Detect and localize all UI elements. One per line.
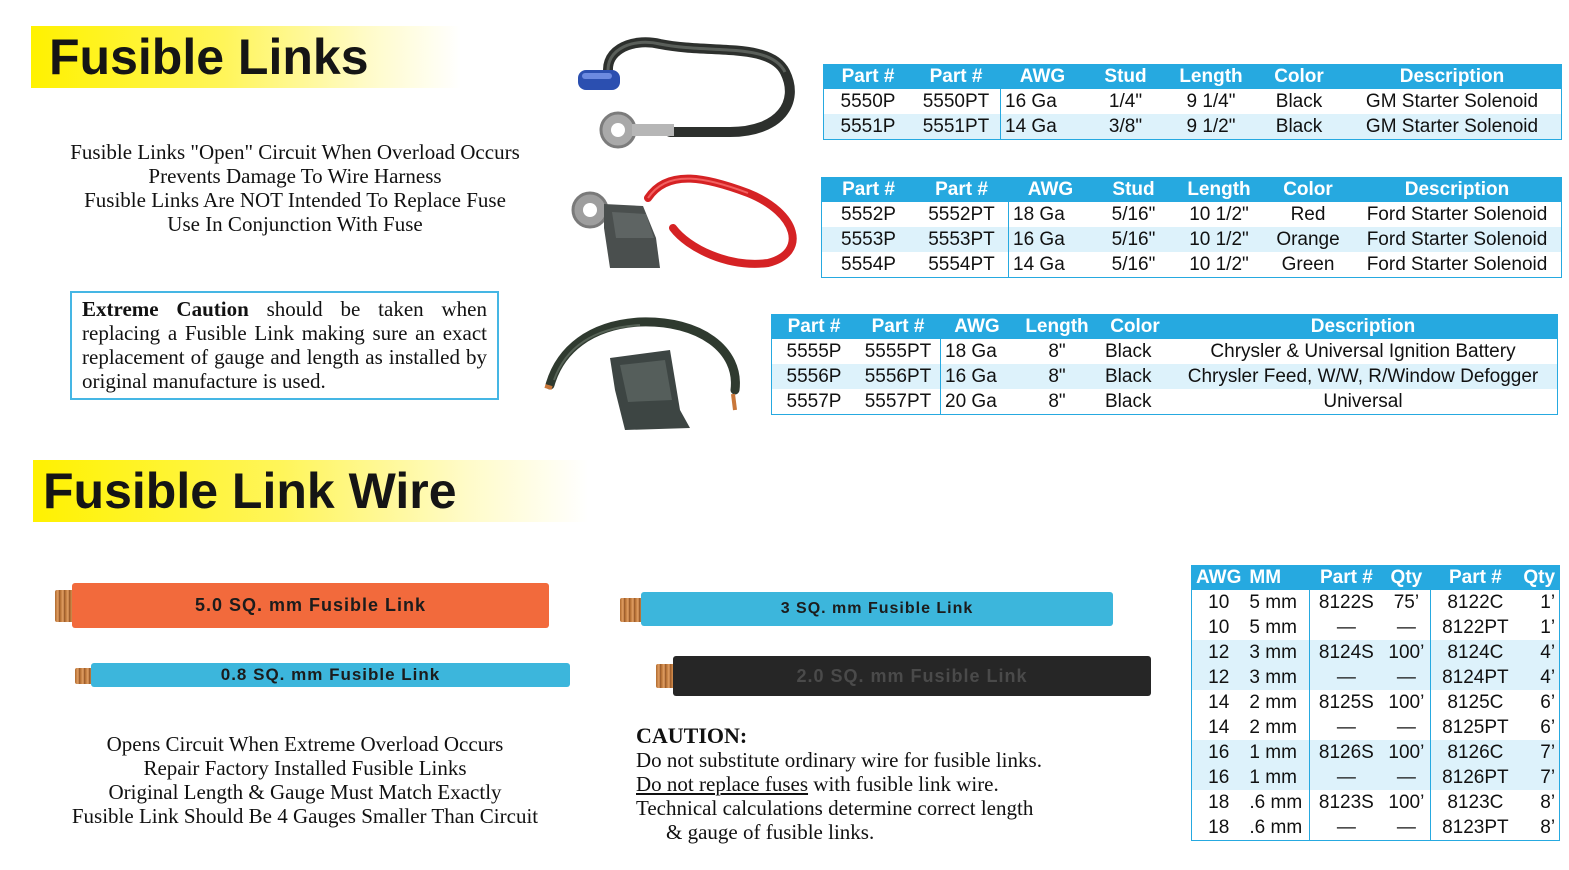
fusible-links-banner (31, 26, 461, 88)
blue-wire-3mm (641, 592, 1113, 626)
col-header: Part # (915, 178, 1009, 203)
table-cell: — (1310, 815, 1383, 841)
table-cell: .6 mm (1249, 816, 1303, 838)
table-cell: Ford Starter Solenoid (1353, 227, 1562, 252)
col-header: AWG (1009, 178, 1093, 203)
table-row (772, 364, 1558, 389)
col-header: Color (1101, 315, 1169, 340)
table-cell: 1/4" (1108, 90, 1143, 112)
intro-line: Use In Conjunction With Fuse (167, 212, 423, 236)
blue-wire-0-8mm (91, 663, 570, 687)
table-cell: 5555P (786, 340, 842, 362)
table-cell: 14 Ga (1001, 114, 1085, 140)
table-cell: 8123PT (1431, 815, 1520, 841)
table-cell: 7’ (1519, 740, 1559, 765)
table-cell: 100’ (1388, 791, 1425, 813)
table-cell: 8126S (1310, 740, 1383, 765)
ford-parts-table (821, 177, 1562, 278)
table-cell: 9 1/2" (1167, 114, 1255, 140)
table-row (1192, 790, 1560, 815)
table-cell: 8’ (1540, 816, 1556, 838)
col-header: AWG (941, 315, 1014, 340)
table-cell: 8124PT (1431, 665, 1520, 690)
intro-line: Fusible Links "Open" Circuit When Overload Occurs (70, 140, 520, 164)
table-cell: 2 mm (1249, 716, 1297, 738)
table-cell: 8’ (1540, 791, 1556, 813)
col-header: Part # (1431, 566, 1520, 591)
caution-text (636, 748, 1042, 844)
col-header: Part # (856, 315, 941, 340)
section-title-fusible-link-wire: Fusible Link Wire (43, 463, 457, 519)
intro-line: Fusible Links Are NOT Intended To Replace Fuse (84, 188, 506, 212)
table-cell: 10 (1208, 591, 1230, 613)
table-cell: 5 mm (1249, 591, 1297, 613)
table-cell: 8122C (1431, 590, 1520, 615)
section-title-fusible-links: Fusible Links (49, 29, 369, 85)
table-cell: 18 Ga (941, 339, 1014, 364)
table-cell: 5551PT (912, 114, 1001, 140)
wire-text-line: Opens Circuit When Extreme Overload Occurs (106, 732, 504, 756)
table-cell: — (1310, 665, 1383, 690)
table-cell: 6’ (1540, 691, 1556, 713)
table-cell: 75’ (1393, 591, 1420, 613)
table-cell: Black (1105, 340, 1152, 362)
col-header: Part # (772, 315, 857, 340)
intro-text (30, 140, 560, 236)
col-header: Part # (824, 65, 913, 90)
table-cell: 12 (1192, 640, 1246, 665)
table-cell: Green (1281, 253, 1335, 275)
table-cell: 18 (1208, 816, 1230, 838)
table-cell: 5554PT (928, 253, 995, 275)
table-cell: — (1396, 816, 1416, 838)
extreme-caution-box (70, 291, 499, 400)
table-cell: 16 (1192, 765, 1246, 790)
col-header: Part # (822, 178, 916, 203)
col-header: Qty (1382, 566, 1431, 591)
table-cell: 14 (1208, 716, 1230, 738)
table-cell: 9 1/4" (1186, 90, 1236, 112)
col-header: Stud (1084, 65, 1167, 90)
wire-label: 3 SQ. mm Fusible Link (780, 600, 974, 617)
col-header: MM (1245, 566, 1310, 591)
table-cell: 8" (1048, 390, 1066, 412)
table-cell: 8125S (1310, 690, 1383, 715)
col-header: Description (1353, 178, 1562, 203)
table-cell: 1 mm (1245, 740, 1310, 765)
table-cell: 8124C (1431, 640, 1520, 665)
table-cell: 8126C (1431, 740, 1520, 765)
table-cell: 7’ (1519, 765, 1559, 790)
table-cell: 14 (1208, 691, 1230, 713)
col-header: Color (1255, 65, 1343, 90)
caution-line: Do not substitute ordinary wire for fusible links. (636, 748, 1042, 772)
table-cell: Universal (1323, 390, 1403, 412)
table-cell: 8123S (1310, 790, 1383, 815)
col-header: Length (1175, 178, 1263, 203)
wire-text-line: Repair Factory Installed Fusible Links (143, 756, 467, 780)
table-cell: 5553P (822, 227, 916, 252)
col-header: Description (1169, 315, 1558, 340)
wire-parts-table (1191, 565, 1560, 841)
table-cell: Chrysler & Universal Ignition Battery (1210, 340, 1516, 362)
table-cell: 16 Ga (941, 364, 1014, 389)
table-cell: 8" (1048, 340, 1066, 362)
caution-box-bold: Extreme Caution (82, 297, 249, 321)
table-cell: — (1382, 765, 1431, 790)
table-cell: Orange (1263, 227, 1353, 252)
col-header: Stud (1092, 178, 1175, 203)
wire-description (30, 732, 580, 828)
gm-fusible-link-image (570, 32, 805, 162)
table-cell: 6’ (1540, 716, 1556, 738)
gm-parts-table (823, 64, 1562, 140)
table-cell: 14 Ga (1009, 252, 1093, 278)
table-cell: 8" (1013, 364, 1101, 389)
table-cell: Black (1101, 364, 1169, 389)
table-cell: 100’ (1388, 691, 1425, 713)
fusible-link-wire-banner (33, 460, 588, 522)
table-row (1192, 815, 1560, 841)
table-cell: 5552P (841, 203, 896, 225)
table-cell: 18 Ga (1009, 202, 1093, 227)
table-cell: 100’ (1382, 640, 1431, 665)
table-cell: .6 mm (1249, 791, 1303, 813)
table-cell: 3/8" (1084, 114, 1167, 140)
table-cell: 12 (1192, 665, 1246, 690)
table-cell: GM Starter Solenoid (1343, 114, 1562, 140)
table-row (1192, 765, 1560, 790)
caution-box-text: should be taken when replacing a Fusible Link making sure an exact replacement of gauge and length as installed by original manufacture is used. (82, 297, 487, 393)
col-header: Length (1167, 65, 1255, 90)
wire-text-line: Fusible Link Should Be 4 Gauges Smaller Than Circuit (71, 804, 539, 828)
table-cell: 10 1/2" (1175, 227, 1263, 252)
table-cell: GM Starter Solenoid (1365, 90, 1539, 112)
caution-title: CAUTION: (636, 723, 748, 748)
table-cell: 5/16" (1111, 253, 1156, 275)
table-cell: 5551P (824, 114, 913, 140)
table-cell: 8123C (1431, 790, 1520, 815)
table-cell: 8122S (1310, 590, 1383, 615)
chrysler-fusible-link-image (540, 310, 765, 435)
table-cell: 8125PT (1431, 715, 1520, 740)
black-wire-2mm (673, 656, 1151, 696)
table-row (772, 389, 1558, 415)
table-row (824, 114, 1562, 140)
table-cell: Black (1275, 90, 1323, 112)
table-cell: — (1396, 616, 1416, 638)
table-row (1192, 740, 1560, 765)
table-cell: 100’ (1382, 740, 1431, 765)
table-cell: Black (1105, 390, 1152, 412)
table-cell: 5552PT (928, 203, 995, 225)
table-row (1192, 590, 1560, 615)
table-cell: 5 mm (1249, 616, 1297, 638)
table-cell: 5555PT (864, 340, 932, 362)
table-row (1192, 665, 1560, 690)
table-cell: Chrysler Feed, W/W, R/Window Defogger (1169, 364, 1558, 389)
table-cell: 1 mm (1245, 765, 1310, 790)
table-cell: 8125C (1431, 690, 1520, 715)
table-row (1192, 615, 1560, 640)
col-header: AWG (1192, 566, 1246, 591)
table-row (824, 89, 1562, 114)
table-cell: 5556P (772, 364, 857, 389)
table-row (1192, 715, 1560, 740)
table-cell: — (1382, 665, 1431, 690)
col-header: AWG (1001, 65, 1085, 90)
table-cell: 5554P (841, 253, 896, 275)
table-row (1192, 690, 1560, 715)
table-cell: 16 Ga (1001, 89, 1085, 114)
table-cell: 2 mm (1249, 691, 1297, 713)
table-cell: 3 mm (1245, 665, 1310, 690)
table-cell: 5556PT (856, 364, 941, 389)
table-cell: 4’ (1519, 640, 1559, 665)
caution-line: & gauge of fusible links. (666, 820, 875, 844)
orange-wire-5mm (72, 583, 549, 628)
table-cell: 10 (1208, 616, 1230, 638)
table-cell: 10 1/2" (1189, 203, 1249, 225)
wire-label: 5.0 SQ. mm Fusible Link (194, 595, 427, 615)
table-cell: 1’ (1540, 591, 1556, 613)
table-cell: 16 (1192, 740, 1246, 765)
table-cell: — (1310, 715, 1383, 740)
table-cell: 5553PT (915, 227, 1009, 252)
table-cell: 5557P (786, 390, 842, 412)
table-cell: 5/16" (1111, 203, 1156, 225)
table-cell: — (1396, 716, 1416, 738)
table-cell: Red (1290, 203, 1326, 225)
table-cell: 8124S (1310, 640, 1383, 665)
col-header: Part # (912, 65, 1001, 90)
table-cell: 5557PT (864, 390, 932, 412)
wire-text-line: Original Length & Gauge Must Match Exactly (108, 780, 502, 804)
table-cell: 5/16" (1092, 227, 1175, 252)
wire-label: 2.0 SQ. mm Fusible Link (796, 665, 1028, 686)
table-row (822, 252, 1562, 278)
caution-line (636, 772, 1042, 796)
table-cell: 20 Ga (941, 389, 1014, 415)
table-row (772, 339, 1558, 364)
table-cell: 16 Ga (1009, 227, 1093, 252)
table-cell: — (1310, 615, 1383, 640)
col-header: Description (1343, 65, 1562, 90)
caution-line-rest: with fusible link wire. (808, 772, 999, 796)
caution-line: Technical calculations determine correct length (636, 796, 1034, 820)
col-header: Part # (1310, 566, 1383, 591)
ford-fusible-link-image (568, 168, 813, 278)
table-cell: 8122PT (1431, 615, 1520, 640)
chrysler-parts-table (771, 314, 1558, 415)
table-cell: Ford Starter Solenoid (1366, 203, 1548, 225)
col-header: Length (1013, 315, 1101, 340)
table-row (822, 227, 1562, 252)
table-cell: 4’ (1519, 665, 1559, 690)
table-cell: 3 mm (1245, 640, 1310, 665)
table-cell: 10 1/2" (1189, 253, 1249, 275)
table-cell: Black (1255, 114, 1343, 140)
wire-label: 0.8 SQ. mm Fusible Link (220, 665, 441, 684)
intro-line: Prevents Damage To Wire Harness (148, 164, 442, 188)
wire-table-body (1192, 590, 1560, 841)
table-cell: 1’ (1540, 616, 1556, 638)
table-cell: 18 (1208, 791, 1230, 813)
col-header: Qty (1519, 566, 1559, 591)
caution-underlined: Do not replace fuses (636, 772, 809, 796)
col-header: Color (1263, 178, 1353, 203)
table-row (822, 202, 1562, 227)
table-cell: — (1310, 765, 1383, 790)
table-row (1192, 640, 1560, 665)
table-cell: 5550PT (922, 90, 990, 112)
table-cell: 5550P (840, 90, 896, 112)
table-cell: 8126PT (1431, 765, 1520, 790)
table-cell: Ford Starter Solenoid (1366, 253, 1548, 275)
